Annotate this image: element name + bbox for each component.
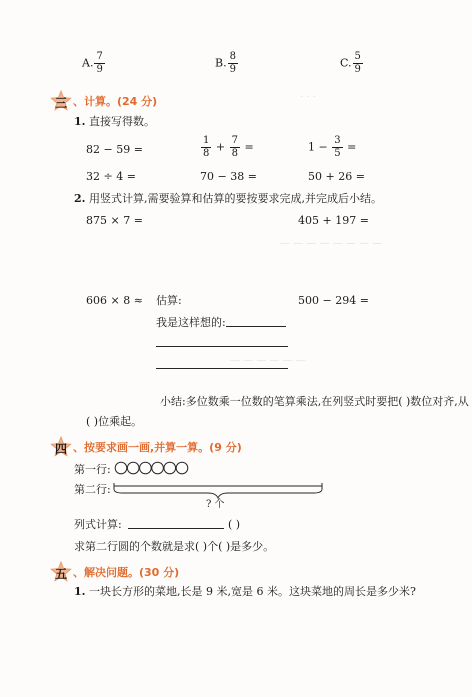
- formula-label: 列式计算:: [74, 518, 122, 531]
- calc-item-fraction-diff: 1 − $\frac{3}{5}$ =: [308, 135, 357, 159]
- circle-shape: [152, 462, 164, 474]
- section-3-title: 、计算。(24 分): [73, 95, 158, 108]
- circle-row: [114, 460, 194, 476]
- section-3-header: [50, 90, 157, 112]
- section-5-badge: 五: [50, 561, 72, 583]
- circle-group: [115, 462, 188, 474]
- choice-a-fraction: $\frac{7}{9}$: [96, 51, 103, 75]
- section-4-title: 、按要求画一画,并算一算。(9 分): [73, 441, 242, 454]
- thought-answer-line[interactable]: [156, 368, 288, 369]
- choice-b: [215, 52, 239, 75]
- estimate-label: 估算:: [156, 294, 182, 307]
- formula-answer-line[interactable]: [128, 528, 224, 529]
- thought-label: 我是这样想的:: [156, 316, 226, 329]
- calc-item-fraction-sum: $\frac{1}{8}$ + $\frac{7}{8}$ =: [203, 135, 254, 159]
- choice-a-label: A.: [82, 56, 94, 70]
- thought-answer-line[interactable]: [226, 326, 286, 327]
- question-text: 直接写得数。: [88, 115, 155, 128]
- bleed-through-mark: — — — — — —: [230, 355, 306, 366]
- question-number: 2.: [74, 192, 86, 205]
- circle-shape: [127, 462, 139, 474]
- section-5-title: 、解决问题。(30 分): [73, 566, 180, 579]
- thought-answer-line[interactable]: [156, 346, 288, 347]
- summary-line-2: ( )位乘起。: [86, 415, 143, 428]
- circle-shape: [115, 462, 127, 474]
- question-number: 1.: [74, 585, 86, 598]
- calc-item: 70 − 38 =: [200, 170, 257, 183]
- summary-line-1: 小结:多位数乘一位数的笔算乘法,在列竖式时要把( )数位对齐,从: [160, 395, 469, 408]
- section-4-question: 求第二行圆的个数就是求( )个( )是多少。: [74, 540, 275, 553]
- row-1-label: 第一行:: [74, 463, 111, 476]
- choice-c-fraction: $\frac{5}{9}$: [354, 51, 361, 75]
- calc-item: 82 − 59 =: [86, 143, 143, 156]
- vertical-calc-problem: 606 × 8 ≈: [86, 294, 143, 307]
- bleed-through-mark: · · ·: [300, 92, 316, 103]
- section-4-header: [50, 436, 242, 458]
- question-1-prompt: [74, 116, 155, 127]
- row-2-label: 第二行:: [74, 483, 111, 496]
- brace-label: ? 个: [206, 499, 225, 510]
- calc-item: 32 ÷ 4 =: [86, 170, 136, 183]
- section-3-badge: 三: [50, 90, 72, 112]
- circle-shape: [140, 462, 152, 474]
- choice-c: [340, 52, 364, 75]
- section-5-question-1: [74, 586, 416, 597]
- choice-a: [82, 52, 106, 75]
- question-2-prompt: [74, 193, 382, 204]
- section-5-header: [50, 561, 179, 583]
- choice-b-label: B.: [215, 56, 227, 70]
- calc-item: 50 + 26 =: [308, 170, 365, 183]
- bleed-through-mark: — — — — — — — —: [280, 238, 383, 249]
- vertical-calc-problem: 500 − 294 =: [298, 294, 369, 307]
- question-number: 1.: [74, 115, 86, 128]
- unit-paren[interactable]: ( ): [228, 518, 241, 531]
- circle-shape: [176, 462, 188, 474]
- choice-c-label: C.: [340, 56, 352, 70]
- vertical-calc-problem: 875 × 7 =: [86, 214, 143, 227]
- question-text: 用竖式计算,需要验算和估算的要按要求完成,并完成后小结。: [88, 192, 382, 205]
- circle-shape: [164, 462, 176, 474]
- vertical-calc-problem: 405 + 197 =: [298, 214, 369, 227]
- choice-b-fraction: $\frac{8}{9}$: [229, 51, 236, 75]
- question-text: 一块长方形的菜地,长是 9 米,宽是 6 米。这块菜地的周长是多少米?: [88, 585, 416, 598]
- section-4-badge: 四: [50, 436, 72, 458]
- brace-shape: [114, 489, 322, 498]
